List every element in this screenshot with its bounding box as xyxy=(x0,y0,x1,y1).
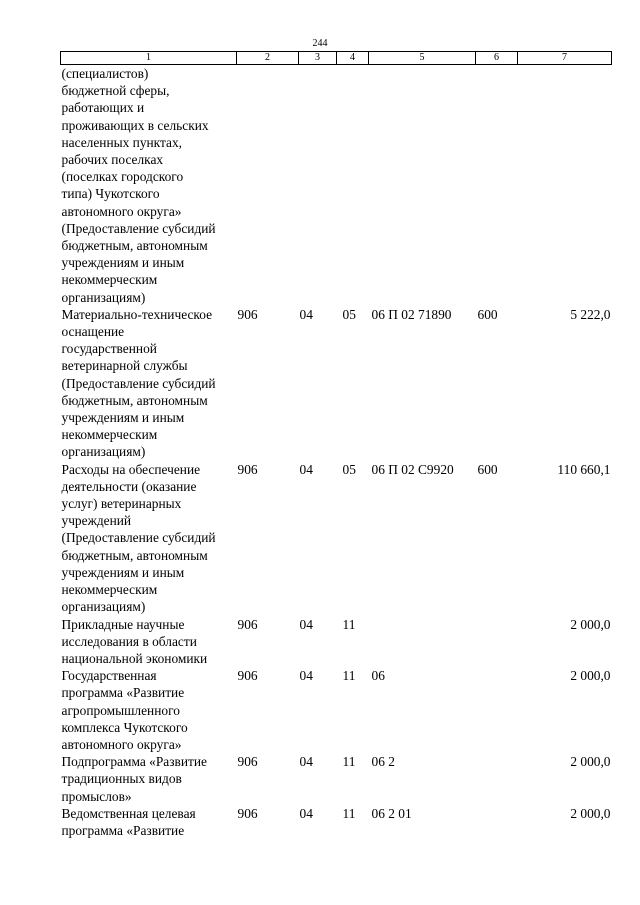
row-name-line: программа «Развитие xyxy=(61,822,185,838)
row-name-line: населенных пунктах, xyxy=(61,134,183,150)
row-name-line: бюджетным, автономным xyxy=(61,547,208,563)
table-row xyxy=(61,461,612,616)
row-name-line: некоммерческим xyxy=(61,427,158,443)
row-name-line: некоммерческим xyxy=(61,582,158,598)
row-name xyxy=(61,65,237,306)
row-name xyxy=(61,753,237,805)
page-number: 244 xyxy=(312,38,328,49)
section-code: 04 xyxy=(299,754,313,770)
ministry-code: 906 xyxy=(237,805,258,821)
row-name xyxy=(61,306,237,461)
row-name-line: программа «Развитие xyxy=(61,685,185,701)
amount-value: 2 000,0 xyxy=(570,668,611,684)
table-row xyxy=(61,667,612,753)
amount-value: 2 000,0 xyxy=(570,616,611,632)
table-body xyxy=(61,65,612,840)
row-name-line: ветеринарной службы xyxy=(61,358,188,374)
amount-value: 2 000,0 xyxy=(570,805,611,821)
section-code: 04 xyxy=(299,461,313,477)
expense-type-code xyxy=(476,616,518,668)
section-code: 04 xyxy=(299,306,313,322)
row-name xyxy=(61,461,237,616)
row-name-line: Прикладные научные xyxy=(61,616,185,632)
target-article-code xyxy=(369,65,476,306)
row-name-line: учреждениям и иным xyxy=(61,564,185,580)
row-name-line: организациям) xyxy=(61,289,146,305)
row-name-line: (Предоставление субсидий xyxy=(61,375,216,391)
subsection-code: 05 xyxy=(342,461,356,477)
row-name-line: Расходы на обеспечение xyxy=(61,461,201,477)
row-name-line: (поселках городского xyxy=(61,169,184,185)
ministry-code: 906 xyxy=(237,616,258,632)
expense-type-code xyxy=(476,805,518,839)
row-name-line: бюджетной сферы, xyxy=(61,83,170,99)
ministry-code: 906 xyxy=(237,754,258,770)
row-name-line: традиционных видов xyxy=(61,771,182,787)
ministry-code: 906 xyxy=(237,668,258,684)
subsection-code: 11 xyxy=(342,616,356,632)
row-name-line: бюджетным, автономным xyxy=(61,392,208,408)
table-row xyxy=(61,805,612,839)
row-name-line: Государственная xyxy=(61,668,157,684)
row-name-line: организациям) xyxy=(61,444,146,460)
budget-table xyxy=(60,51,612,839)
row-name-line: автономного округа» xyxy=(61,736,182,752)
row-name-line: учреждениям и иным xyxy=(61,410,185,426)
row-name-line: Материально-техническое xyxy=(61,306,213,322)
row-name-line: проживающих в сельских xyxy=(61,117,209,133)
row-name-line: национальной экономики xyxy=(61,650,208,666)
amount-value: 110 660,1 xyxy=(557,461,611,477)
expense-type-code xyxy=(476,667,518,753)
row-name-line: исследования в области xyxy=(61,633,197,649)
row-name-line: учреждениям и иным xyxy=(61,255,185,271)
row-name-line: оснащение xyxy=(61,324,125,340)
row-name-line: Ведомственная целевая xyxy=(61,805,196,821)
column-header-4: 4 xyxy=(337,52,369,65)
target-article-code: 06 2 01 xyxy=(371,805,412,821)
column-header-5: 5 xyxy=(369,52,476,65)
target-article-code: 06 П 02 71890 xyxy=(371,306,452,322)
row-name-line: агропромышленного xyxy=(61,702,180,718)
section-code xyxy=(299,65,337,306)
target-article-code: 06 xyxy=(371,668,385,684)
table-row xyxy=(61,616,612,668)
expense-type-code: 600 xyxy=(477,306,498,322)
ministry-code: 906 xyxy=(237,461,258,477)
row-name-line: промыслов» xyxy=(61,788,132,804)
row-name xyxy=(61,616,237,668)
row-name-line: бюджетным, автономным xyxy=(61,238,208,254)
row-name xyxy=(61,667,237,753)
target-article-code xyxy=(369,616,476,668)
subsection-code: 05 xyxy=(342,306,356,322)
row-name-line: услуг) ветеринарных xyxy=(61,496,182,512)
row-name-line: организациям) xyxy=(61,599,146,615)
column-header-6: 6 xyxy=(476,52,518,65)
target-article-code: 06 П 02 С9920 xyxy=(371,461,454,477)
subsection-code: 11 xyxy=(342,668,356,684)
table-header xyxy=(61,52,612,65)
row-name-line: автономного округа» xyxy=(61,203,182,219)
ministry-code: 906 xyxy=(237,306,258,322)
section-code: 04 xyxy=(299,616,313,632)
column-header-3: 3 xyxy=(299,52,337,65)
row-name-line: (Предоставление субсидий xyxy=(61,220,216,236)
target-article-code: 06 2 xyxy=(371,754,395,770)
row-name-line: типа) Чукотского xyxy=(61,186,160,202)
row-name-line: работающих и xyxy=(61,100,145,116)
row-name-line: (Предоставление субсидий xyxy=(61,530,216,546)
subsection-code: 11 xyxy=(342,805,356,821)
expense-type-code xyxy=(476,753,518,805)
row-name-line: комплекса Чукотского xyxy=(61,719,188,735)
row-name-line: учреждений xyxy=(61,513,132,529)
subsection-code xyxy=(337,65,369,306)
section-code: 04 xyxy=(299,668,313,684)
amount-value: 2 000,0 xyxy=(570,754,611,770)
row-name-line: Подпрограмма «Развитие xyxy=(61,754,207,770)
table-row xyxy=(61,753,612,805)
section-code: 04 xyxy=(299,805,313,821)
ministry-code xyxy=(237,65,299,306)
row-name-line: государственной xyxy=(61,341,157,357)
column-header-2: 2 xyxy=(237,52,299,65)
row-name-line: некоммерческим xyxy=(61,272,158,288)
column-header-7: 7 xyxy=(518,52,612,65)
table-row xyxy=(61,65,612,306)
row-name-line: рабочих поселках xyxy=(61,152,164,168)
row-name xyxy=(61,805,237,839)
amount-value: 5 222,0 xyxy=(570,306,611,322)
row-name-line: деятельности (оказание xyxy=(61,478,197,494)
expense-type-code xyxy=(476,65,518,306)
amount-value xyxy=(518,65,612,306)
header-row xyxy=(61,52,612,65)
row-name-line: (специалистов) xyxy=(61,66,149,81)
expense-type-code: 600 xyxy=(477,461,498,477)
subsection-code: 11 xyxy=(342,754,356,770)
column-header-1: 1 xyxy=(61,52,237,65)
table-row xyxy=(61,306,612,461)
